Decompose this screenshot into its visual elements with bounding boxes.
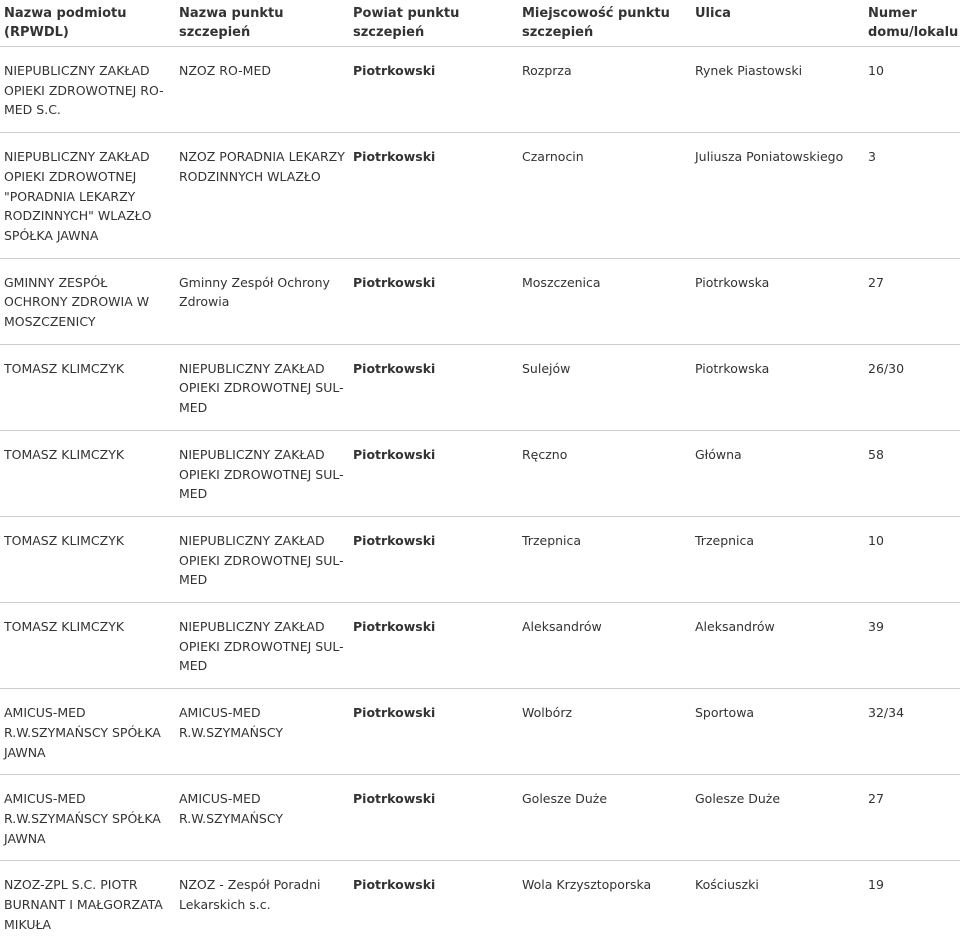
cell-street: Kościuszki (695, 877, 759, 893)
cell-street: Juliusza Poniatowskiego (691, 133, 864, 259)
cell-county: Piotrkowski (349, 775, 518, 861)
cell-entity-name: TOMASZ KLIMCZYK (0, 516, 175, 602)
cell-county: Piotrkowski (353, 877, 436, 893)
cell-point-name: AMICUS-MED R.W.SZYMAŃSCY (175, 689, 349, 775)
cell-point-name: NIEPUBLICZNY ZAKŁAD OPIEKI ZDROWOTNEJ SUL-MED (175, 603, 349, 689)
table-row (0, 344, 960, 430)
cell-locality: Wolbórz (518, 689, 691, 775)
cell-house-number: 27 (864, 775, 960, 861)
cell-entity-name: NZOZ-ZPL S.C. PIOTR BURNANT I MAŁGORZATA MIKUŁA (4, 877, 163, 932)
cell-house-number: 27 (864, 258, 960, 344)
cell-locality: Wola Krzysztoporska (522, 877, 652, 893)
cell-point-name: NZOZ PORADNIA LEKARZY RODZINNYCH WLAZŁO (175, 133, 349, 259)
header-county: Powiat punktu szczepień (349, 0, 518, 47)
cell-street: Piotrkowska (691, 258, 864, 344)
cell-locality: Trzepnica (518, 516, 691, 602)
header-locality: Miejscowość punktu szczepień (518, 0, 691, 47)
cell-county: Piotrkowski (349, 344, 518, 430)
cell-county: Piotrkowski (349, 603, 518, 689)
cell-locality: Rozprza (518, 47, 691, 133)
cell-entity-name: AMICUS-MED R.W.SZYMAŃSCY SPÓŁKA JAWNA (0, 775, 175, 861)
table-row (0, 603, 960, 689)
cell-entity-name: TOMASZ KLIMCZYK (0, 344, 175, 430)
table-header (0, 0, 960, 47)
table-row (0, 133, 960, 259)
cell-county: Piotrkowski (349, 430, 518, 516)
cell-house-number: 3 (864, 133, 960, 259)
cell-entity-name: TOMASZ KLIMCZYK (0, 603, 175, 689)
cell-street: Rynek Piastowski (691, 47, 864, 133)
header-street: Ulica (691, 0, 864, 47)
cell-entity-name: NIEPUBLICZNY ZAKŁAD OPIEKI ZDROWOTNEJ "PORADNIA LEKARZY RODZINNYCH" WLAZŁO SPÓŁKA JAWNA (0, 133, 175, 259)
header-point-name: Nazwa punktu szczepień (175, 0, 349, 47)
cell-point-name: NIEPUBLICZNY ZAKŁAD OPIEKI ZDROWOTNEJ SUL-MED (175, 430, 349, 516)
cell-locality: Czarnocin (518, 133, 691, 259)
table-row (0, 47, 960, 133)
header-entity-name: Nazwa podmiotu (RPWDL) (0, 0, 175, 47)
cell-house-number: 10 (864, 47, 960, 133)
table-body (0, 47, 960, 947)
cell-point-name: NZOZ RO-MED (175, 47, 349, 133)
cell-county: Piotrkowski (349, 516, 518, 602)
cell-point-name: NIEPUBLICZNY ZAKŁAD OPIEKI ZDROWOTNEJ SUL-MED (175, 344, 349, 430)
cell-house-number: 39 (864, 603, 960, 689)
cell-street: Główna (691, 430, 864, 516)
cell-county: Piotrkowski (349, 258, 518, 344)
cell-street: Trzepnica (691, 516, 864, 602)
table-row (0, 861, 960, 947)
cell-locality: Aleksandrów (518, 603, 691, 689)
cell-locality: Ręczno (518, 430, 691, 516)
cell-locality: Golesze Duże (518, 775, 691, 861)
cell-street: Aleksandrów (691, 603, 864, 689)
cell-locality: Moszczenica (518, 258, 691, 344)
table-row (0, 258, 960, 344)
cell-entity-name: TOMASZ KLIMCZYK (0, 430, 175, 516)
cell-house-number: 10 (864, 516, 960, 602)
cell-point-name: NZOZ - Zespół Poradni Lekarskich s.c. (179, 877, 321, 913)
table-row (0, 516, 960, 602)
cell-street: Piotrkowska (691, 344, 864, 430)
cell-entity-name: GMINNY ZESPÓŁ OCHRONY ZDROWIA W MOSZCZENICY (0, 258, 175, 344)
cell-entity-name: AMICUS-MED R.W.SZYMAŃSCY SPÓŁKA JAWNA (0, 689, 175, 775)
cell-street: Sportowa (691, 689, 864, 775)
table-row (0, 430, 960, 516)
cell-point-name: NIEPUBLICZNY ZAKŁAD OPIEKI ZDROWOTNEJ SUL-MED (175, 516, 349, 602)
header-row (0, 0, 960, 47)
cell-locality: Sulejów (518, 344, 691, 430)
cell-county: Piotrkowski (349, 133, 518, 259)
cell-entity-name: NIEPUBLICZNY ZAKŁAD OPIEKI ZDROWOTNEJ RO-MED S.C. (0, 47, 175, 133)
table-row (0, 775, 960, 861)
cell-county: Piotrkowski (349, 689, 518, 775)
cell-house-number: 32/34 (864, 689, 960, 775)
cell-point-name: AMICUS-MED R.W.SZYMAŃSCY (175, 775, 349, 861)
cell-house-number: 58 (864, 430, 960, 516)
cell-street: Golesze Duże (691, 775, 864, 861)
cell-point-name: Gminny Zespół Ochrony Zdrowia (175, 258, 349, 344)
cell-house-number: 26/30 (864, 344, 960, 430)
cell-house-number: 19 (868, 877, 884, 893)
cell-county: Piotrkowski (349, 47, 518, 133)
table-row (0, 689, 960, 775)
header-house-number: Numer domu/lokalu (864, 0, 960, 47)
